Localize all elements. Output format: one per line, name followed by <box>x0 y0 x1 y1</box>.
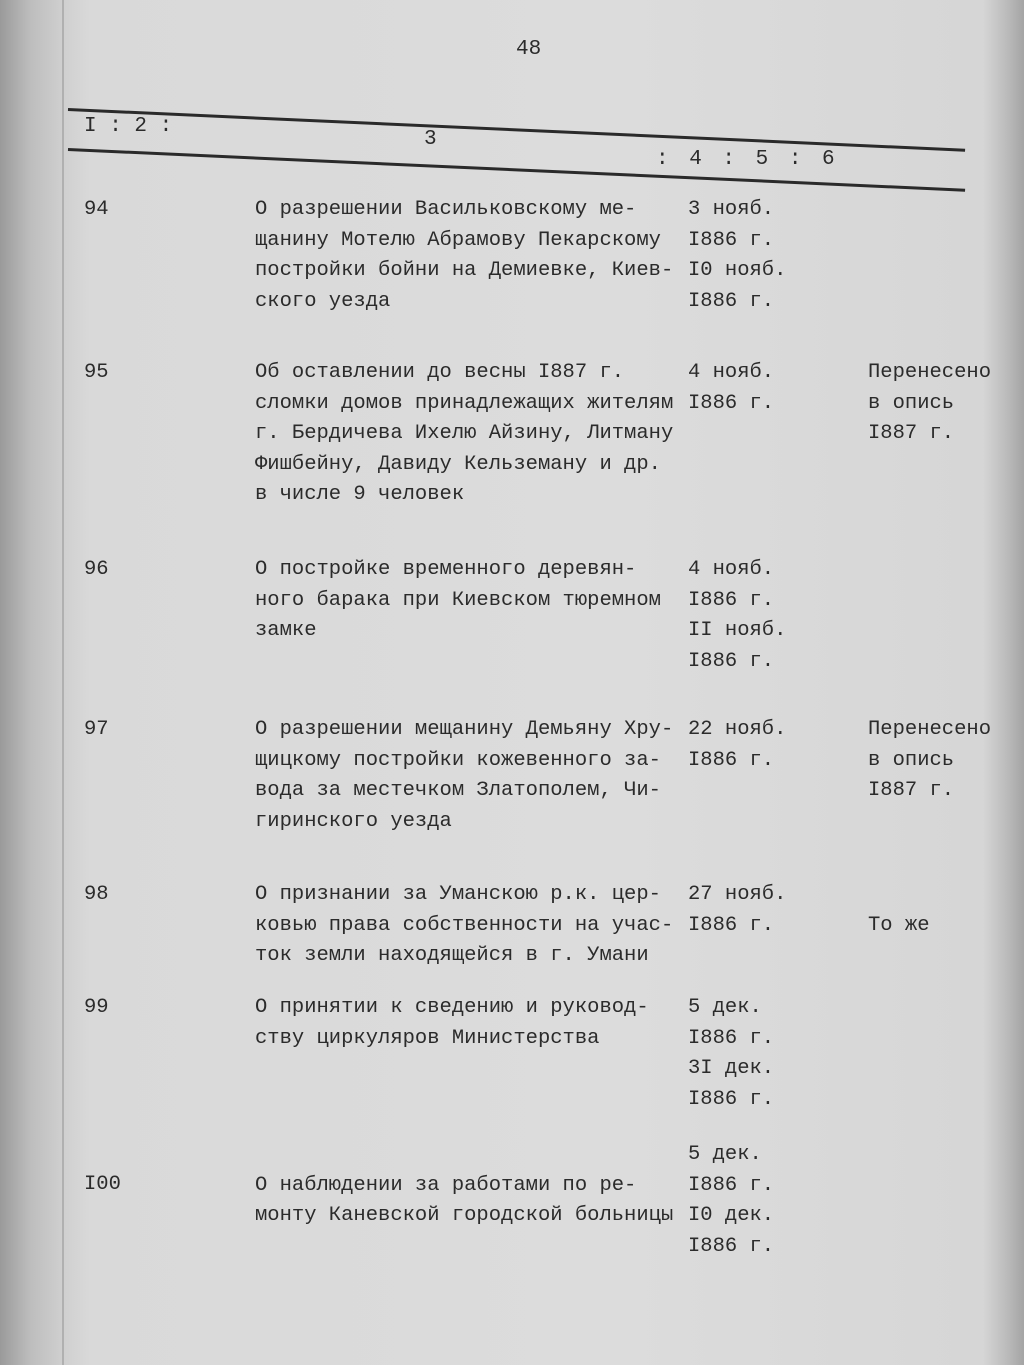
header-rule-top <box>68 108 965 152</box>
item-note <box>868 358 991 450</box>
note-line: То же <box>868 913 930 937</box>
item-date <box>688 555 786 677</box>
item-date <box>688 880 786 941</box>
desc-line: г. Бердичева Ихелю Айзину, Литману <box>255 422 674 445</box>
date-line: I886 г. <box>688 588 775 612</box>
desc-line: щанину Мотелю Абрамову Пекарскому <box>255 228 661 252</box>
header-columns-1-2: I : 2 : <box>84 115 173 138</box>
item-number: 95 <box>84 361 109 384</box>
desc-line: ству циркуляров Министерства <box>255 1026 600 1050</box>
header-columns-4-6: : 4 : 5 : 6 <box>656 148 839 171</box>
desc-line: постройки бойни на Демиевке, Киев- <box>255 259 674 282</box>
item-note <box>868 715 991 807</box>
date-line: I886 г. <box>688 649 775 673</box>
date-line: I886 г. <box>688 913 775 937</box>
desc-line: Об оставлении до весны I887 г. <box>255 361 625 384</box>
date-line: 22 нояб. <box>688 718 787 741</box>
desc-line: замке <box>255 619 317 642</box>
page-number: 48 <box>516 38 542 61</box>
date-line: 4 нояб. <box>688 361 775 384</box>
date-line: I0 дек. <box>688 1204 775 1227</box>
item-desc <box>255 880 673 972</box>
desc-line: вода за местечком Златополем, Чи- <box>255 779 661 802</box>
note-line: Перенесено <box>868 718 992 741</box>
desc-line: ного барака при Киевском тюремном <box>255 588 661 612</box>
date-line: I886 г. <box>688 1234 775 1258</box>
item-number: 96 <box>84 558 109 581</box>
desc-line: ковью права собственности на учас- <box>255 913 674 937</box>
desc-line: О постройке временного деревян- <box>255 558 637 581</box>
item-desc <box>255 715 673 837</box>
item-desc <box>255 195 673 317</box>
date-line: I886 г. <box>688 391 775 415</box>
item-number: I00 <box>84 1173 121 1196</box>
date-line: I886 г. <box>688 289 775 313</box>
desc-line: гиринского уезда <box>255 809 452 833</box>
desc-line: ского уезда <box>255 289 391 313</box>
item-desc <box>255 358 673 511</box>
desc-line: О наблюдении за работами по ре- <box>255 1173 637 1197</box>
desc-line: в числе 9 человек <box>255 483 465 506</box>
desc-line: сломки домов принадлежащих жителям <box>255 391 674 415</box>
date-line: 27 нояб. <box>688 883 787 906</box>
desc-line: О принятии к сведению и руковод- <box>255 996 649 1019</box>
desc-line: ток земли находящейся в г. Умани <box>255 944 649 967</box>
item-date <box>688 358 774 419</box>
date-line: I0 нояб. <box>688 259 787 282</box>
item-note <box>868 880 930 941</box>
date-line: I886 г. <box>688 1173 775 1197</box>
note-line: I887 г. <box>868 422 955 445</box>
note-line <box>868 880 930 911</box>
item-number: 99 <box>84 996 109 1019</box>
item-number: 94 <box>84 198 109 221</box>
book-gutter <box>62 0 64 1365</box>
date-line: 5 дек. <box>688 996 762 1019</box>
item-desc <box>255 1140 673 1232</box>
date-line: 3 нояб. <box>688 198 775 221</box>
date-line: I886 г. <box>688 748 775 772</box>
item-desc <box>255 993 649 1054</box>
item-date <box>688 993 774 1115</box>
note-line: в опись <box>868 748 955 772</box>
date-line: I886 г. <box>688 228 775 252</box>
note-line: в опись <box>868 391 955 415</box>
desc-line <box>255 1140 673 1171</box>
item-number: 97 <box>84 718 109 741</box>
item-number: 98 <box>84 883 109 906</box>
header-column-3: 3 <box>424 128 437 151</box>
desc-line: щицкому постройки кожевенного за- <box>255 748 661 772</box>
desc-line: О разрешении мещанину Демьяну Хру- <box>255 718 674 741</box>
item-date <box>688 195 786 317</box>
date-line: 4 нояб. <box>688 558 775 581</box>
item-date <box>688 715 786 776</box>
date-line: 3I дек. <box>688 1057 775 1080</box>
item-date <box>688 1140 774 1262</box>
date-line: II нояб. <box>688 619 787 642</box>
desc-line: О признании за Уманскою р.к. цер- <box>255 883 661 906</box>
date-line: I886 г. <box>688 1087 775 1111</box>
desc-line: Фишбейну, Давиду Кельземану и др. <box>255 452 661 476</box>
desc-line: О разрешении Васильковскому ме- <box>255 198 637 221</box>
note-line: Перенесено <box>868 361 992 384</box>
date-line: 5 дек. <box>688 1143 762 1166</box>
desc-line: монту Каневской городской больницы <box>255 1204 674 1227</box>
note-line: I887 г. <box>868 779 955 802</box>
date-line: I886 г. <box>688 1026 775 1050</box>
item-desc <box>255 555 661 647</box>
